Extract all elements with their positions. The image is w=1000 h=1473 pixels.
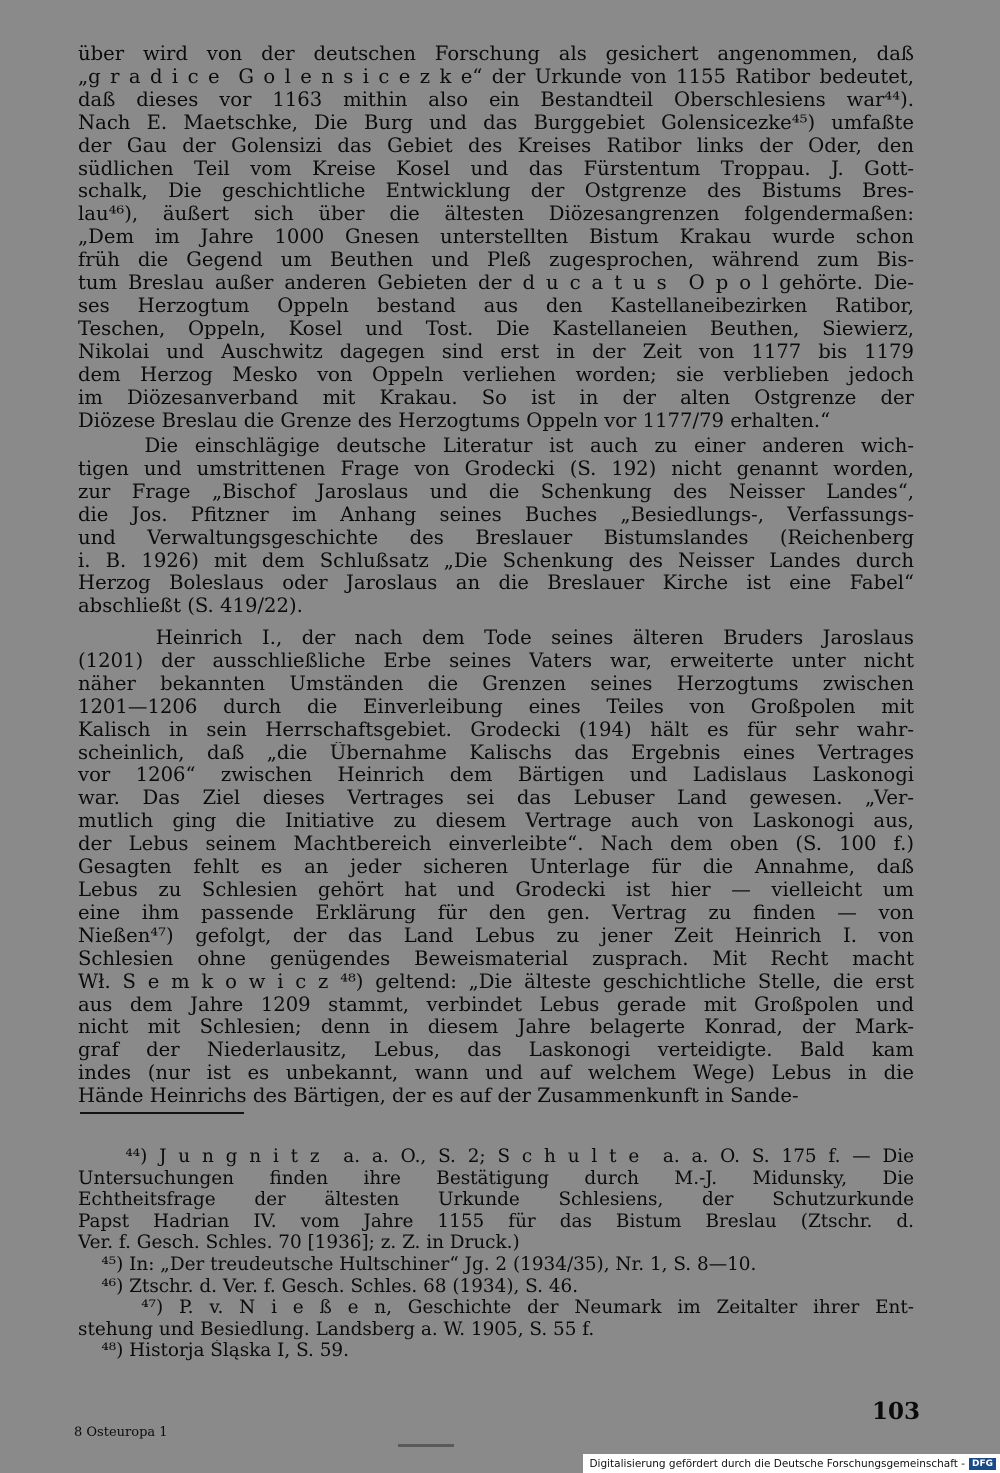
footnotes [78,1146,914,1362]
footnote-line: Ver. f. Gesch. Schles. 70 [1936]; z. Z. in Druck.) [78,1232,520,1254]
text-line: der Gau der Golensizi das Gebiet des Kreises Ratibor links der Oder, den [78,134,914,157]
footnote-line: Papst Hadrian IV. vom Jahre 1155 für das Bistum Breslau (Ztschr. d. [78,1210,914,1232]
text-line: Hände Heinrichs des Bärtigen, der es auf der Zusammenkunft in Sande- [78,1085,799,1108]
text-line: Wł. S e m k o w i c z ⁴⁸) geltend: „Die älteste geschichtliche Stelle, die erst [78,970,914,993]
text-line: daß dieses vor 1163 mithin also ein Bestandteil Oberschlesiens war⁴⁴). [78,88,914,111]
text-line: schalk, Die geschichtliche Entwicklung der Ostgrenze des Bistums Bres- [78,180,914,203]
text-line: Nießen⁴⁷) gefolgt, der das Land Lebus zu jener Zeit Heinrich I. von [78,924,914,947]
text-line: graf der Niederlausitz, Lebus, das Laskonogi verteidigte. Bald kam [78,1039,914,1062]
scan-artifact [398,1444,454,1447]
text-line: im Diözesanverband mit Krakau. So ist in der alten Ostgrenze der [78,386,914,409]
text-line: Diözese Breslau die Grenze des Herzogtums Oppeln vor 1177/79 erhalten.“ [78,409,831,432]
dfg-logo-icon: DFG [969,1458,996,1470]
text-line: Lebus zu Schlesien gehört hat und Grodecki ist hier — vielleicht um [78,878,914,901]
text-line: vor 1206“ zwischen Heinrich dem Bärtigen und Ladislaus Laskonogi [78,764,914,787]
text-line: abschließt (S. 419/22). [78,595,303,618]
text-line: ses Herzogtum Oppeln bestand aus den Kastellaneibezirken Ratibor, [78,294,914,317]
text-line: „Dem im Jahre 1000 Gnesen unterstellten Bistum Krakau wurde schon [78,226,914,249]
text-line: eine ihm passende Erklärung für den gen. Vertrag zu finden — von [78,901,914,924]
text-line: über wird von der deutschen Forschung als gesichert angenommen, daß [78,43,914,65]
text-line: dem Herzog Mesko von Oppeln verliehen worden; sie verblieben jedoch [78,363,914,386]
footnote-line: ⁴⁴) J u n g n i t z a. a. O., S. 2; S c h u l t e a. a. O. S. 175 f. — Die [78,1146,914,1167]
text-line: i. B. 1926) mit dem Schlußsatz „Die Schenkung des Neisser Landes durch [78,549,914,572]
text-line: Teschen, Oppeln, Kosel und Tost. Die Kastellaneien Beuthen, Siewierz, [78,317,914,340]
text-line: Nikolai und Auschwitz dagegen sind erst in der Zeit von 1177 bis 1179 [78,340,914,363]
text-line: nicht mit Schlesien; denn in diesem Jahre belagerte Konrad, der Mark- [78,1016,914,1039]
footnote-line: Untersuchungen finden ihre Bestätigung durch M.-J. Midunsky, Die [78,1167,914,1189]
text-line: aus dem Jahre 1209 stammt, verbindet Lebus gerade mit Großpolen und [78,993,914,1016]
paragraph-2 [78,435,914,618]
text-line: indes (nur ist es unbekannt, wann und auf welchem Wege) Lebus in die [78,1062,914,1085]
text-line: Herzog Boleslaus oder Jaroslaus an die Breslauer Kirche ist eine Fabel“ [78,572,914,595]
text-line: scheinlich, daß „die Übernahme Kalischs das Ergebnis eines Vertrages [78,741,914,764]
digitization-credit [583,1454,1000,1473]
footnote-line: Echtheitsfrage der ältesten Urkunde Schlesiens, der Schutzurkunde [78,1189,914,1211]
paragraph-1 [78,43,914,432]
text-line: der Lebus seinem Machtbereich einverleibte“. Nach dem oben (S. 100 f.) [78,833,914,856]
text-line: Kalisch in sein Herrschaftsgebiet. Grodecki (194) hält es für sehr wahr- [78,718,914,741]
printer-signature: 8 Osteuropa 1 [74,1425,168,1440]
footnote-line: ⁴⁵) In: „Der treudeutsche Hultschiner“ Jg. 2 (1934/35), Nr. 1, S. 8—10. [78,1253,757,1275]
text-line: Nach E. Maetschke, Die Burg und das Burggebiet Golensicezke⁴⁵) umfaßte [78,111,914,134]
text-line: Gesagten fehlt es an jeder sicheren Unterlage für die Annahme, daß [78,856,914,879]
footnote-rule [80,1112,244,1114]
text-line: näher bekannten Umständen die Grenzen seines Herzogtums zwischen [78,672,914,695]
page-number: 103 [872,1398,921,1425]
text-line: die Jos. Pfitzner im Anhang seines Buches „Besiedlungs-, Verfassungs- [78,503,914,526]
text-line: zur Frage „Bischof Jaroslaus und die Schenkung des Neisser Landes“, [78,480,914,503]
footnote-line: ⁴⁶) Ztschr. d. Ver. f. Gesch. Schles. 68 (1934), S. 46. [78,1275,579,1297]
text-line: (1201) der ausschließliche Erbe seines Vaters war, erweiterte unter nicht [78,649,914,672]
footnote-line: ⁴⁷) P. v. N i e ß e n, Geschichte der Neumark im Zeitalter ihrer Ent- [78,1297,914,1319]
text-line: tigen und umstrittenen Frage von Grodecki (S. 192) nicht genannt worden, [78,457,914,480]
text-line: südlichen Teil vom Kreise Kosel und das Fürstentum Troppau. J. Gott- [78,157,914,180]
text-line: „g r a d i c e G o l e n s i c e z k e“ der Urkunde von 1155 Ratibor bedeutet, [78,65,914,88]
text-line: und Verwaltungsgeschichte des Breslauer Bistumslandes (Reichenberg [78,526,914,549]
text-line: früh die Gegend um Beuthen und Pleß zugesprochen, während zum Bis- [78,249,914,272]
text-line: lau⁴⁶), äußert sich über die ältesten Diözesangrenzen folgendermaßen: [78,203,914,226]
text-line: war. Das Ziel dieses Vertrages sei das Lebuser Land gewesen. „Ver- [78,787,914,810]
paragraph-3 [78,627,914,1108]
text-line: tum Breslau außer anderen Gebieten der d u c a t u s O p o l gehörte. Die- [78,272,914,295]
footnote-line: ⁴⁸) Historja Śląska I, S. 59. [78,1340,349,1362]
text-line: Heinrich I., der nach dem Tode seines älteren Bruders Jaroslaus [78,627,914,649]
text-line: Schlesien ohne genügendes Beweismaterial zusprach. Mit Recht macht [78,947,914,970]
text-line: mutlich ging die Initiative zu diesem Vertrage auch von Laskonogi aus, [78,810,914,833]
footnote-line: stehung und Besiedlung. Landsberg a. W. 1905, S. 55 f. [78,1318,595,1340]
text-line: Die einschlägige deutsche Literatur ist auch zu einer anderen wich- [78,435,914,457]
credit-text: Digitalisierung gefördert durch die Deutsche Forschungsgemeinschaft - [589,1457,965,1470]
text-line: 1201—1206 durch die Einverleibung eines Teiles von Großpolen mit [78,695,914,718]
